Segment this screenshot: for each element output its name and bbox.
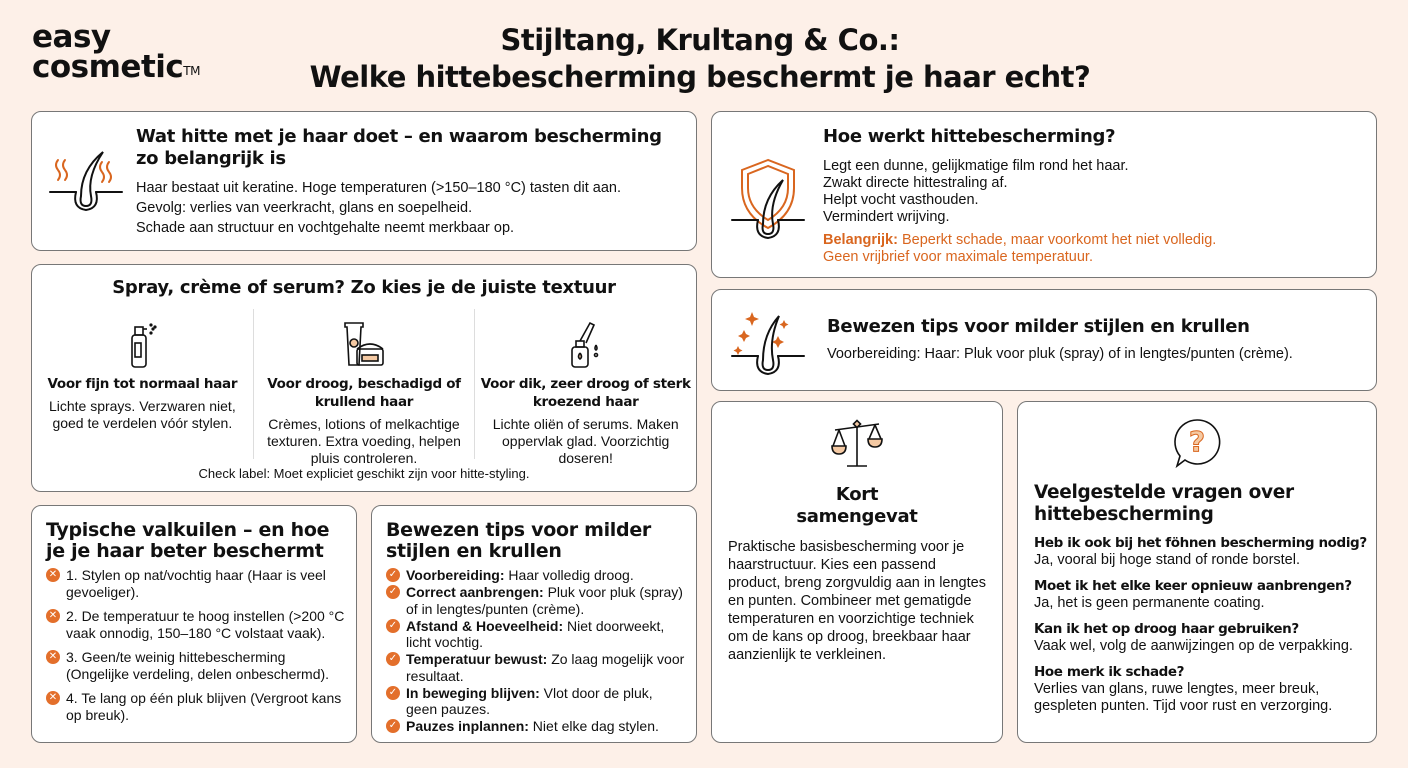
page-title-line1: Stijltang, Krultang & Co.: — [500, 23, 900, 57]
faq-item — [1034, 535, 1368, 569]
pitfall-item: ✕ 4. Te lang op één pluk blijven (Vergroot kans op breuk). — [46, 690, 346, 723]
x-circle-icon: ✕ — [46, 609, 60, 623]
texture-text: Lichte oliën of serums. Maken oppervlak glad. Voorzichtig doseren! — [492, 416, 679, 466]
how-it-works-title: Hoe werkt hittebescherming? — [823, 126, 1116, 147]
texture-card — [31, 264, 697, 492]
texture-column-cream — [253, 309, 475, 466]
scale-icon — [829, 416, 885, 472]
check-circle-icon: ✓ — [386, 619, 400, 633]
faq-answer: Ja, het is geen permanente coating. — [1034, 595, 1265, 611]
tip-item: ✓ Temperatuur bewust: Zo laag mogelijk voor resultaat. — [386, 651, 686, 684]
tips-card — [371, 505, 697, 743]
how-it-works-line: Zwakt directe hittestraling af. — [823, 175, 1008, 191]
texture-title: Spray, crème of serum? Zo kies je de juiste textuur — [112, 277, 616, 298]
how-it-works-card — [711, 111, 1377, 278]
faq-item — [1034, 664, 1368, 715]
page-title — [300, 22, 1100, 96]
faq-title: Veelgestelde vragen over hittebescherming — [1034, 482, 1294, 525]
x-circle-icon: ✕ — [46, 650, 60, 664]
page-title-line2: Welke hittebescherming beschermt je haar echt? — [309, 60, 1091, 94]
pitfall-item: ✕ 3. Geen/te weinig hittebescherming (Ongelijke verdeling, delen onbeschermd). — [46, 649, 346, 682]
trademark-mark: TM — [183, 64, 200, 78]
texture-column-spray — [32, 309, 253, 459]
summary-text: Praktische basisbescherming voor je haarstructuur. Kies een passend product, breng zorgvuldig aan in lengtes en punten. Combineer met gematigde temperaturen en voorzichtige techniek om de kans op droog, breekbaar haar aanzienlijk te verkleinen. — [728, 539, 986, 663]
texture-text: Lichte sprays. Verzwaren niet, goed te verdelen vóór stylen. — [48, 398, 236, 431]
important-note-line2: Geen vrijbrief voor maximale temperatuur. — [823, 249, 1093, 265]
check-circle-icon: ✓ — [386, 585, 400, 599]
cream-tube-jar-icon — [339, 319, 389, 369]
faq-answer: Verlies van glans, ruwe lengtes, meer breuk, gespleten punten. Tijd voor rust en verzorging. — [1034, 681, 1333, 714]
heat-effects-line: Haar bestaat uit keratine. Hoge temperaturen (>150–180 °C) tasten dit aan. — [136, 180, 621, 196]
pitfall-item: ✕ 2. De temperatuur te hoog instellen (>200 °C vaak onnodig, 150–180 °C volstaat vaak). — [46, 608, 346, 641]
texture-heading: Voor droog, beschadigd of krullend haar — [267, 376, 461, 410]
brand-name-line1: easy — [32, 19, 111, 55]
serum-dropper-icon — [566, 319, 606, 369]
tip-item: ✓ Pauzes inplannen: Niet elke dag stylen. — [386, 718, 686, 735]
faq-item — [1034, 578, 1368, 612]
svg-text:?: ? — [1188, 425, 1206, 458]
tip-item: ✓ Correct aanbrengen: Pluk voor pluk (spray) of in lengtes/punten (crème). — [386, 584, 686, 617]
summary-title: Kort samengevat — [796, 484, 918, 527]
faq-answer: Ja, vooral bij hoge stand of ronde borstel. — [1034, 552, 1300, 568]
heat-effects-title: Wat hitte met je haar doet – en waarom bescherming zo belangrijk is — [136, 126, 662, 169]
faq-question: Heb ik ook bij het föhnen bescherming nodig? — [1034, 535, 1367, 551]
faq-card — [1017, 401, 1377, 743]
texture-heading: Voor fijn tot normaal haar — [47, 376, 238, 392]
tips-banner-title: Bewezen tips voor milder stijlen en krullen — [827, 316, 1250, 337]
heat-effects-card — [31, 111, 697, 251]
pitfalls-card — [31, 505, 357, 743]
how-it-works-line: Helpt vocht vasthouden. — [823, 192, 979, 208]
check-label-note: Check label: Moet expliciet geschikt zijn voor hitte-styling. — [198, 466, 530, 481]
faq-question: Moet ik het elke keer opnieuw aanbrengen? — [1034, 578, 1352, 594]
tips-banner-text: Voorbereiding: Haar: Pluk voor pluk (spray) of in lengtes/punten (crème). — [827, 346, 1293, 362]
how-it-works-line: Legt een dunne, gelijkmatige film rond het haar. — [823, 158, 1129, 174]
spray-bottle-icon — [122, 319, 162, 369]
tip-item: ✓ In beweging blijven: Vlot door de pluk, geen pauzes. — [386, 685, 686, 718]
tip-item: ✓ Voorbereiding: Haar volledig droog. — [386, 567, 686, 584]
texture-column-serum — [474, 309, 696, 466]
brand-logo — [32, 19, 200, 85]
hair-heat-icon — [48, 148, 124, 218]
tips-banner-card — [711, 289, 1377, 391]
pitfall-item: ✕ 1. Stylen op nat/vochtig haar (Haar is veel gevoeliger). — [46, 567, 346, 600]
important-note — [823, 232, 1362, 249]
summary-card — [711, 401, 1003, 743]
x-circle-icon: ✕ — [46, 568, 60, 582]
faq-question: Hoe merk ik schade? — [1034, 664, 1185, 680]
question-bubble-icon — [1170, 416, 1224, 472]
how-it-works-line: Vermindert wrijving. — [823, 209, 950, 225]
tips-title: Bewezen tips voor milder stijlen en krullen — [386, 519, 651, 562]
texture-text: Crèmes, lotions of melkachtige texturen. Extra voeding, helpen pluis controleren. — [267, 416, 461, 466]
faq-answer: Vaak wel, volg de aanwijzingen op de verpakking. — [1034, 638, 1353, 654]
texture-heading: Voor dik, zeer droog of sterk kroezend haar — [480, 376, 691, 410]
check-circle-icon: ✓ — [386, 719, 400, 733]
check-circle-icon: ✓ — [386, 686, 400, 700]
faq-question: Kan ik het op droog haar gebruiken? — [1034, 621, 1299, 637]
sparkle-hair-icon — [730, 304, 806, 378]
x-circle-icon: ✕ — [46, 691, 60, 705]
important-label: Belangrijk: — [823, 232, 898, 248]
brand-name-line2: cosmetic — [32, 49, 184, 85]
check-circle-icon: ✓ — [386, 568, 400, 582]
shield-hair-icon — [730, 156, 806, 242]
heat-effects-line: Gevolg: verlies van veerkracht, glans en soepelheid. — [136, 200, 473, 216]
faq-item — [1034, 621, 1368, 655]
pitfalls-title: Typische valkuilen – en hoe je je haar beter beschermt — [46, 519, 330, 562]
tip-item: ✓ Afstand & Hoeveelheid: Niet doorweekt, licht vochtig. — [386, 618, 686, 651]
heat-effects-line: Schade aan structuur en vochtgehalte neemt merkbaar op. — [136, 220, 515, 236]
important-text: Beperkt schade, maar voorkomt het niet volledig. — [897, 232, 1217, 248]
check-circle-icon: ✓ — [386, 652, 400, 666]
